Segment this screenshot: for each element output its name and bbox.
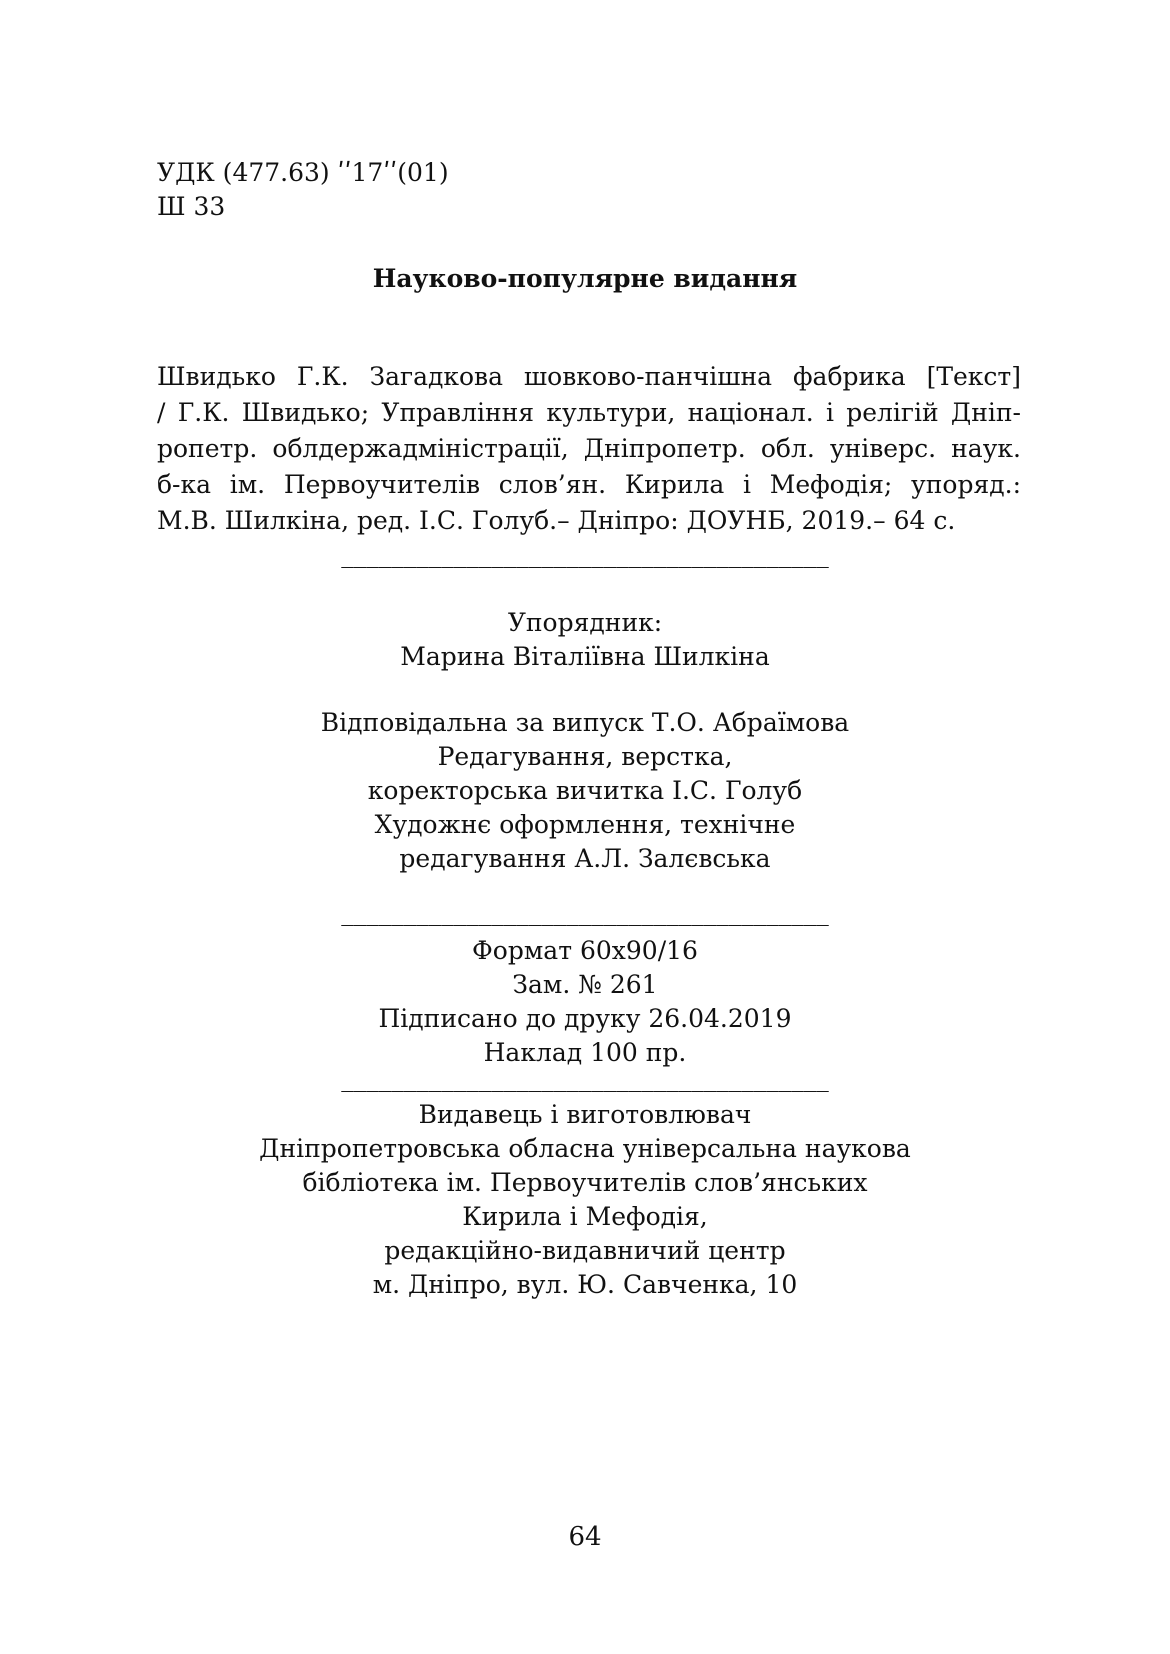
print-info-block xyxy=(0,934,1170,1070)
credit-line: Редагування, верстка, xyxy=(437,742,733,771)
divider-1: _______________________________________ xyxy=(341,539,829,568)
edition-type-heading: Науково-популярне видання xyxy=(372,264,798,293)
publisher-block xyxy=(0,1098,1170,1302)
udk-block xyxy=(157,156,449,224)
bibliographic-record xyxy=(157,359,1021,539)
signed-line: Підписано до друку 26.04.2019 xyxy=(378,1004,792,1033)
credit-line: Відповідальна за випуск Т.О. Абраїмова xyxy=(320,708,850,737)
divider-2: _______________________________________ xyxy=(341,897,829,926)
publisher-line: м. Дніпро, вул. Ю. Савченка, 10 xyxy=(372,1270,798,1299)
biblio-line: / Г.К. Швидько; Управління культури, націонал. і релігій Дніп- xyxy=(157,398,1021,427)
order-line: Зам. № 261 xyxy=(512,970,658,999)
biblio-line: б-ка ім. Первоучителів слов’ян. Кирила і Мефодія; упоряд.: xyxy=(157,470,1021,499)
author-mark: Ш 33 xyxy=(157,192,226,221)
biblio-line: ропетр. облдержадміністрації, Дніпропетр. обл. універс. наук. xyxy=(157,434,1021,463)
udk-code: УДК (477.63) ʹʹ17ʹʹ(01) xyxy=(157,158,449,187)
compiler-block xyxy=(0,606,1170,674)
biblio-line: Швидько Г.К. Загадкова шовково-панчішна фабрика [Текст] xyxy=(157,362,1021,391)
biblio-line: М.В. Шилкіна, ред. І.С. Голуб.– Дніпро: ДОУНБ, 2019.– 64 с. xyxy=(157,506,956,535)
page-number: 64 xyxy=(568,1522,602,1552)
credit-line: коректорська вичитка І.С. Голуб xyxy=(367,776,803,805)
run-line: Наклад 100 пр. xyxy=(483,1038,687,1067)
compiler-label: Упорядник: xyxy=(507,608,663,637)
credits-block xyxy=(0,706,1170,876)
publisher-line: редакційно-видавничий центр xyxy=(384,1236,786,1265)
publisher-line: Дніпропетровська обласна універсальна наукова xyxy=(259,1134,911,1163)
publisher-line: Видавець і виготовлювач xyxy=(418,1100,752,1129)
divider-3: _______________________________________ xyxy=(341,1063,829,1092)
publisher-line: Кирила і Мефодія, xyxy=(462,1202,708,1231)
credit-line: Художнє оформлення, технічне xyxy=(374,810,796,839)
format-line: Формат 60х90/16 xyxy=(472,936,698,965)
publisher-line: бібліотека ім. Первоучителів слов’янських xyxy=(302,1168,868,1197)
compiler-name: Марина Віталіївна Шилкіна xyxy=(400,642,770,671)
credit-line: редагування А.Л. Залєвська xyxy=(399,844,771,873)
